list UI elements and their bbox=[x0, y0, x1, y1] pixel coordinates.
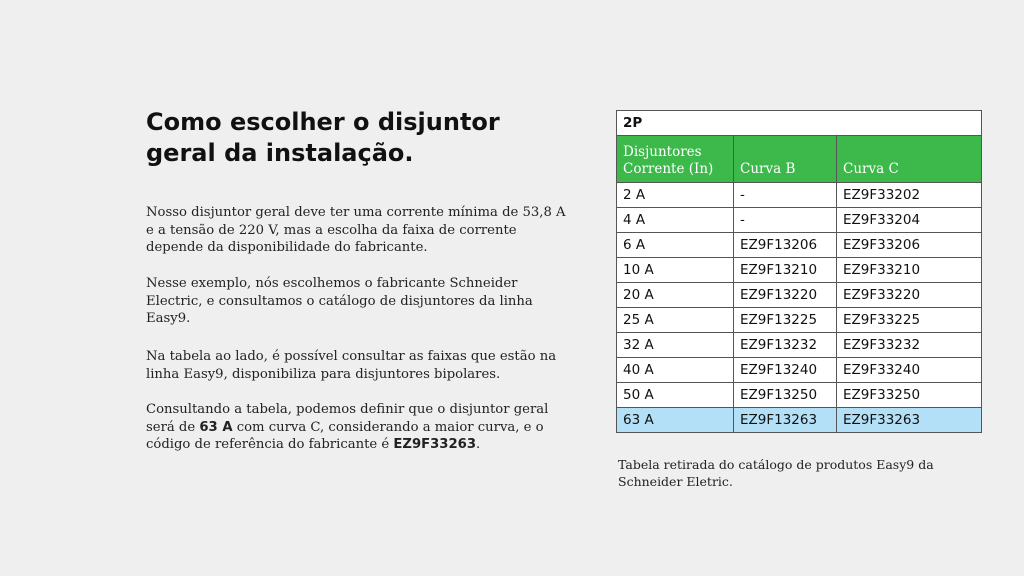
table-row bbox=[617, 258, 982, 283]
table-row bbox=[617, 408, 982, 433]
cell-curve-b: EZ9F13225 bbox=[734, 308, 837, 333]
table-row bbox=[617, 333, 982, 358]
table-row bbox=[617, 233, 982, 258]
table-row bbox=[617, 183, 982, 208]
table-row bbox=[617, 283, 982, 308]
cell-curve-b: EZ9F13263 bbox=[734, 408, 837, 433]
paragraph-conclusion bbox=[146, 401, 566, 454]
conclusion-text-3: . bbox=[476, 437, 481, 452]
cell-current: 63 A bbox=[617, 408, 734, 433]
conclusion-text-2: com curva C, considerando a maior curva, e o código de referência do fabricante é bbox=[146, 419, 544, 452]
cell-curve-c: EZ9F33240 bbox=[837, 358, 982, 383]
paragraph-minimum-current: Nosso disjuntor geral deve ter uma corrente mínima de 53,8 A e a tensão de 220 V, mas a escolha da faixa de corrente depende da disponibilidade do fabricante. bbox=[146, 205, 566, 255]
conclusion-reference-code: EZ9F33263 bbox=[393, 437, 477, 452]
table-row bbox=[617, 383, 982, 408]
cell-curve-c: EZ9F33220 bbox=[837, 283, 982, 308]
cell-current: 10 A bbox=[617, 258, 734, 283]
table-caption: Tabela retirada do catálogo de produtos Easy9 da Schneider Eletric. bbox=[618, 457, 934, 489]
cell-curve-b: - bbox=[734, 208, 837, 233]
table-group-row bbox=[617, 111, 982, 136]
cell-current: 32 A bbox=[617, 333, 734, 358]
cell-curve-c: EZ9F33210 bbox=[837, 258, 982, 283]
cell-current: 20 A bbox=[617, 283, 734, 308]
cell-current: 50 A bbox=[617, 383, 734, 408]
header-curve-c: Curva C bbox=[837, 136, 982, 183]
cell-curve-b: EZ9F13206 bbox=[734, 233, 837, 258]
cell-current: 2 A bbox=[617, 183, 734, 208]
cell-curve-b: EZ9F13220 bbox=[734, 283, 837, 308]
cell-current: 25 A bbox=[617, 308, 734, 333]
table-row bbox=[617, 208, 982, 233]
slide-title: Como escolher o disjuntor geral da instalação. bbox=[146, 108, 500, 167]
cell-curve-c: EZ9F33250 bbox=[837, 383, 982, 408]
cell-curve-c: EZ9F33202 bbox=[837, 183, 982, 208]
paragraph-table-reference: Na tabela ao lado, é possível consultar as faixas que estão na linha Easy9, disponibiliza para disjuntores bipolares. bbox=[146, 349, 557, 382]
conclusion-current-value: 63 A bbox=[199, 419, 233, 435]
breaker-table bbox=[616, 110, 982, 433]
cell-current: 4 A bbox=[617, 208, 734, 233]
cell-current: 40 A bbox=[617, 358, 734, 383]
cell-curve-c: EZ9F33204 bbox=[837, 208, 982, 233]
cell-curve-b: EZ9F13232 bbox=[734, 333, 837, 358]
table-row bbox=[617, 358, 982, 383]
conclusion-text-1: Consultando a tabela, podemos definir que o disjuntor geral será de bbox=[146, 402, 549, 435]
cell-curve-c: EZ9F33225 bbox=[837, 308, 982, 333]
paragraph-manufacturer: Nesse exemplo, nós escolhemos o fabricante Schneider Electric, e consultamos o catálogo de disjuntores da linha Easy9. bbox=[146, 276, 533, 326]
cell-curve-b: EZ9F13250 bbox=[734, 383, 837, 408]
header-current: Disjuntores Corrente (In) bbox=[617, 136, 734, 183]
cell-curve-b: - bbox=[734, 183, 837, 208]
table-header-row bbox=[617, 136, 982, 183]
cell-current: 6 A bbox=[617, 233, 734, 258]
cell-curve-b: EZ9F13240 bbox=[734, 358, 837, 383]
header-curve-b: Curva B bbox=[734, 136, 837, 183]
cell-curve-c: EZ9F33232 bbox=[837, 333, 982, 358]
table-row bbox=[617, 308, 982, 333]
cell-curve-b: EZ9F13210 bbox=[734, 258, 837, 283]
cell-curve-c: EZ9F33263 bbox=[837, 408, 982, 433]
cell-curve-c: EZ9F33206 bbox=[837, 233, 982, 258]
table-group-label: 2P bbox=[617, 111, 982, 136]
